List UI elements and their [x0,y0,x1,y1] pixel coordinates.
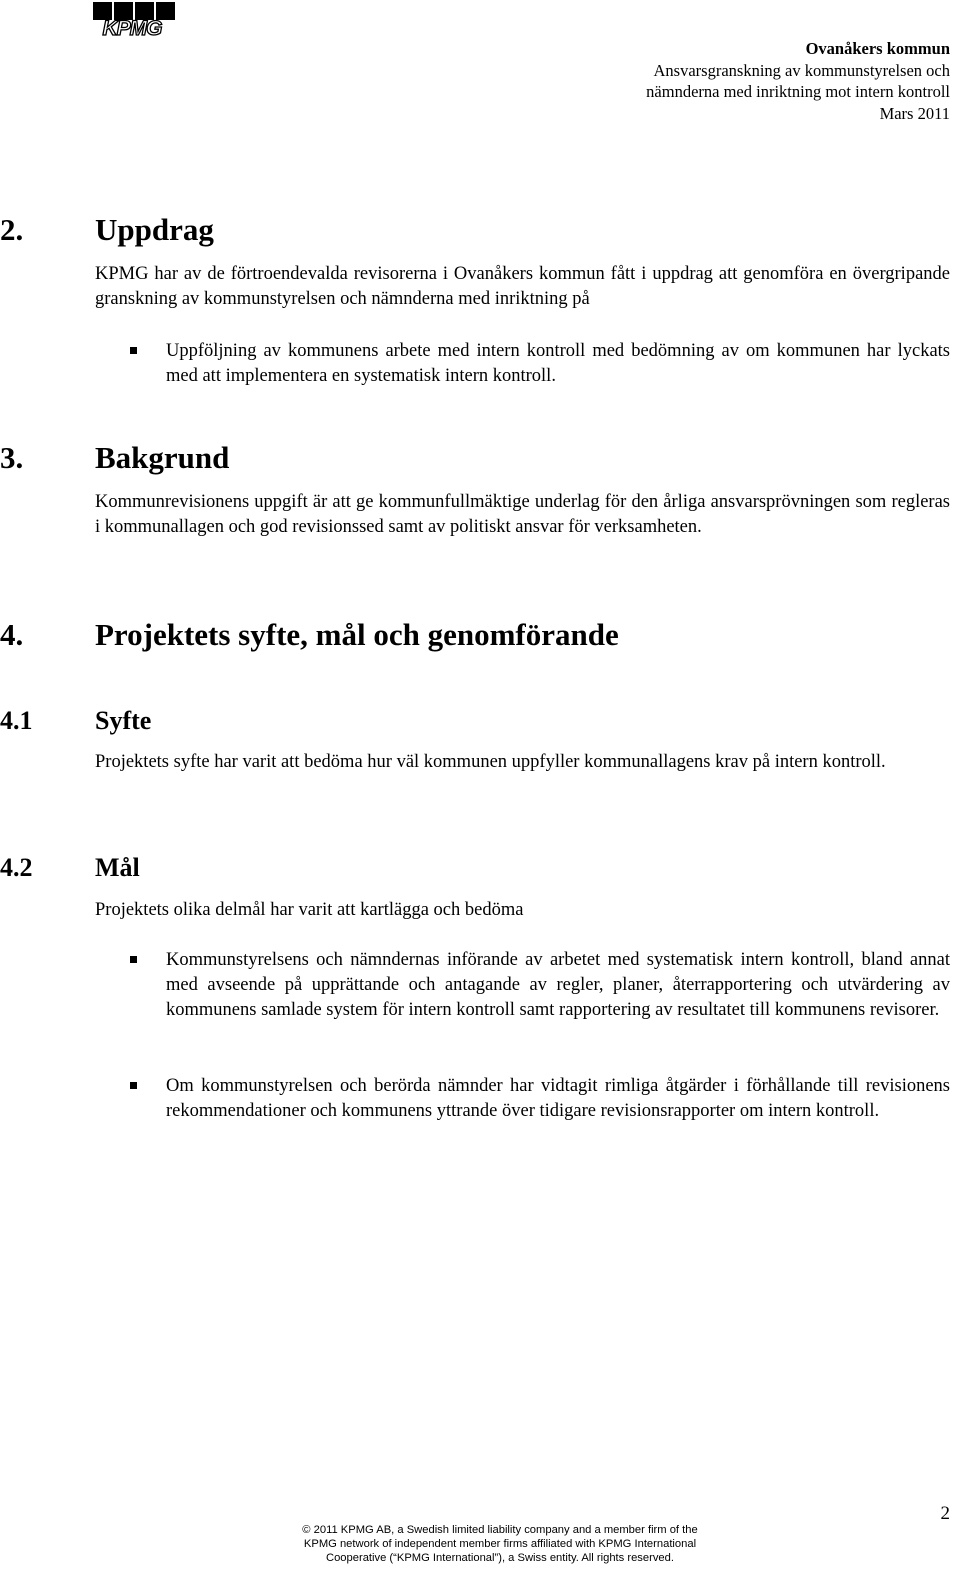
mal-bullet [166,948,950,1023]
footer-line1: © 2011 KPMG AB, a Swedish limited liability company and a member firm of the [302,1524,698,1536]
bakgrund-text: Kommunrevisionens uppgift är att ge kommunfullmäktige underlag för den årliga ansvarsprövningen som regleras i kommunallagen och god revisionssed samt av politiskt ansvar för verksamheten. [95,492,950,537]
bullet-square-icon [130,1082,137,1089]
header-report-line2: nämnderna med inriktning mot intern kontroll [646,82,950,101]
mal-bullet [166,1074,950,1124]
header-organization: Ovanåkers kommun [805,39,950,58]
kpmg-logo-text: KPMG [102,17,162,38]
bullet-square-icon [130,956,137,963]
section-number: 4. [0,617,24,652]
subsection-number: 4.1 [0,706,33,735]
subsection-title: Syfte [95,706,152,735]
section-title: Uppdrag [95,212,214,247]
uppdrag-bullet [166,339,950,389]
footer-line2: KPMG network of independent member firms affiliated with KPMG International [303,1537,697,1550]
header-date: Mars 2011 [879,103,950,123]
section-number: 3. [0,440,24,475]
page-number: 2 [940,1503,950,1524]
syfte-text: Projektets syfte har varit att bedöma hur väl kommunen uppfyller kommunallagens krav på intern kontroll. [95,752,886,772]
kpmg-logo [87,2,181,38]
bullet-text: Kommunstyrelsens och nämndernas införande av arbetet med systematisk intern kontroll, bland annat med avseende på upprättande och antagande av regler, planer, återrapportering och utvärdering av kommunens samlade system för intern kontroll samt rapportering av resultatet till kommunens revisorer. [166,950,950,1020]
bullet-text: Om kommunstyrelsen och berörda nämnder har vidtagit rimliga åtgärder i förhållande till revisionens rekommendationer och kommunens yttrande över tidigare revisionsrapporter om intern kontroll. [166,1076,950,1121]
subsection-title: Mål [95,853,140,882]
subsection-number: 4.2 [0,853,33,882]
section-number: 2. [0,212,24,247]
bullet-square-icon [130,347,137,354]
mal-intro: Projektets olika delmål har varit att kartlägga och bedöma [95,900,524,920]
uppdrag-intro: KPMG har av de förtroendevalda revisorerna i Ovanåkers kommun fått i uppdrag att genomföra en övergripande granskning av kommunstyrelsen och nämnderna med inriktning på [95,264,950,309]
section-title: Bakgrund [95,440,230,475]
section-title: Projektets syfte, mål och genomförande [95,617,619,652]
footer-line3: Cooperative (“KPMG International”), a Swiss entity. All rights reserved. [326,1551,674,1564]
document-header [646,38,950,124]
bullet-text: Uppföljning av kommunens arbete med intern kontroll med bedömning av om kommunen har lyckats med att implementera en systematisk intern kontroll. [166,341,950,386]
header-report-line1: Ansvarsgranskning av kommunstyrelsen och [653,60,950,80]
copyright-footer [250,1524,750,1565]
